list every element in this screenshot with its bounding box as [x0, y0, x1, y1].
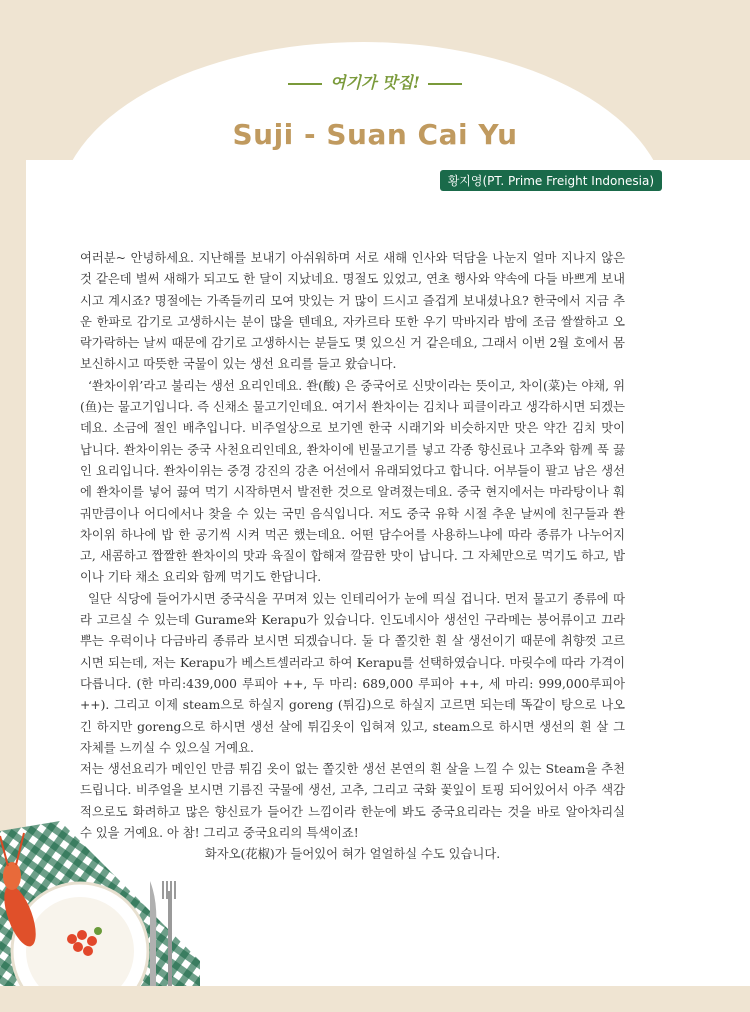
- paragraph-5: 화자오(花椒)가 들어있어 혀가 얼얼하실 수도 있습니다.: [204, 847, 501, 862]
- paragraph-2: ‘쏸차이위’라고 불리는 생선 요리인데요. 쏸(酸) 은 중국어로 신맛이라는 뜻이고, 차이(菜)는 야채, 위(鱼)는 물고기입니다. 즉 신채소 물고기인데요. 여기서 쏸차이는 김치나 피클이라고 생각하시면 되겠는데요. 소금에 절인 배추입니다. 비주얼상으로 보기엔 한국 시래기와 비슷하지만 맛은 약간 김치 맛이 납니다. 쏸차이위는 중국 사천요리인데요, 쏸차이에 빈물고기를 넣고 각종 향신료나 고추와 함께 푹 끓인 요리입니다. 쏸차이위는 중경 강진의 강촌 어선에서 유래되었다고 합니다. 어부들이 팔고 남은 생선에 쏸차이를 넣어 끓여 먹기 시작하면서 발전한 것으로 알려졌는데요. 중국 현지에서는 마라탕이나 훠궈만큼이나 어디에서나 찾을 수 있는 국민 음식입니다. 저도 중국 유학 시절 추운 날씨에 친구들과 쏸차이위 하나에 밥 한 공기씩 시켜 먹곤 했는데요. 어떤 담수어를 사용하느냐에 따라 종류가 나누어지고, 새콤하고 짭짤한 쏸차이의 맛과 육질이 합해져 깔끔한 맛이 납니다. 그 자체만으로 먹기도 하고, 밥이나 기타 채소 요리와 함께 먹기도 한답니다.: [80, 378, 625, 585]
- kicker-text: 여기가 맛집!: [330, 73, 420, 92]
- section-kicker: [0, 70, 750, 93]
- paragraph-4: 저는 생선요리가 메인인 만큼 튀김 옷이 없는 쫄깃한 생선 본연의 흰 살을 느낄 수 있는 Steam을 추천드립니다. 비주얼을 보시면 기름진 국물에 생선, 고추, 그리고 국화 꽃잎이 토핑 되어있어서 아주 색감적으로도 화려하고 많은 향신료가 들어간 느낌이라 한눈에 봐도 중국요리라는 것을 바로 알아차리실 수 있을 거예요. 아 참! 그리고 중국요리의 특색이죠!: [80, 762, 625, 841]
- knife-icon: [150, 881, 156, 986]
- kicker-line-right: [428, 83, 462, 85]
- tablecloth-decoration: [0, 821, 200, 986]
- bottom-border-strip: [0, 986, 750, 1012]
- article-title: Suji - Suan Cai Yu: [232, 118, 518, 151]
- article-body: [80, 248, 625, 866]
- author-badge: 황지영(PT. Prime Freight Indonesia): [440, 170, 662, 191]
- tablecloth-illustration: [0, 821, 200, 986]
- kicker-line-left: [288, 83, 322, 85]
- paragraph-3: 일단 식당에 들어가시면 중국식을 꾸며져 있는 인테리어가 눈에 띄실 겁니다. 먼저 물고기 종류에 따라 고르실 수 있는데 Gurame와 Kerapu가 있습니다. 인도네시아 생선인 구라메는 붕어류이고 끄라뿌는 우럭이나 다금바리 종류라 보시면 되겠습니다. 둘 다 쫄깃한 흰 살 생선이기 때문에 취향껏 고르시면 되는데, 저는 Kerapu가 베스트셀러라고 하여 Kerapu를 선택하였습니다. 마릿수에 따라 가격이 다릅니다. (한 마리:439,000 루피아 ++, 두 마리: 689,000 루피아 ++, 세 마리: 999,000루피아 ++). 그리고 이제 steam으로 하실지 goreng (튀김)으로 하실지 고르면 되는데 똑같이 탕으로 나오긴 하지만 goreng으로 하시면 생선 살에 튀김옷이 입혀져 있고, steam으로 하시면 생선의 흰 살 그 자체를 느끼실 수 있으실 거예요.: [80, 591, 625, 755]
- paragraph-1: 여러분~ 안녕하세요. 지난해를 보내기 아쉬워하며 서로 새해 인사와 덕담을 나눈지 얼마 지나지 않은 것 같은데 벌써 새해가 되고도 한 달이 지났네요. 명절도 있었고, 연초 행사와 약속에 다들 바쁘게 보내시고 계시죠? 명절에는 가족들끼리 모여 맛있는 거 많이 드시고 즐겁게 보내셨나요? 한국에서 지금 추운 한파로 감기로 고생하시는 분이 많을 텐데요, 자카르타 또한 우기 막바지라 밤에 조금 쌀쌀하고 오락가락하는 날씨 때문에 감기로 고생하시는 분들도 몇 있으신 거 같은데요, 그래서 이번 2월 호에서 몸보신하시고 따뜻한 국물이 있는 생선 요리를 들고 왔습니다.: [80, 251, 625, 372]
